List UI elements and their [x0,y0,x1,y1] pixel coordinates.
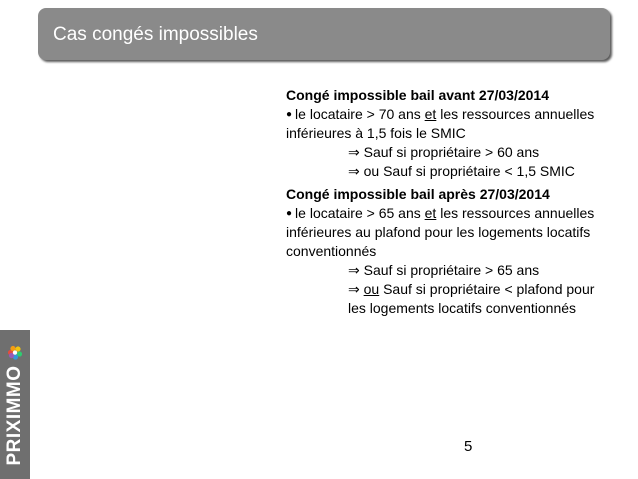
slide-title-bar [38,8,610,60]
section-heading: Congé impossible bail après 27/03/2014 [286,186,550,202]
underlined-word: et [424,106,437,122]
arrow-icon: ⇒ [348,144,360,160]
arrow-icon: ⇒ [348,281,360,297]
arrow-icon: ⇒ [348,262,360,278]
slide-body [286,86,606,318]
bullet-dot: ● [286,109,293,120]
slide-title: Cas congés impossibles [53,24,258,45]
sub-item-text: ou Sauf si propriétaire < 1,5 SMIC [359,163,575,179]
bullet-text: le locataire > 70 ans [295,106,425,122]
arrow-icon: ⇒ [348,163,360,179]
logo-text: PRIXIMMO [4,365,25,466]
sub-item [286,143,606,162]
bullet-text: les ressources annuelles inférieures au plafond pour les logements locatifs conventionnés [286,205,595,259]
page-number: 5 [464,438,473,455]
underlined-word: ou [363,281,380,297]
underlined-word: et [424,205,437,221]
bullet-dot: ● [286,208,293,219]
flower-icon [7,344,23,360]
sub-item [286,162,606,181]
sub-item-text: Sauf si propriétaire < plafond pour les logements locatifs conventionnés [348,281,595,316]
bullet-text: le locataire > 65 ans [295,205,425,221]
bullet-paragraph [286,105,606,143]
sub-item [286,261,606,280]
section-heading: Congé impossible bail avant 27/03/2014 [286,87,549,103]
bullet-text: les ressources annuelles inférieures à 1,5 fois le SMIC [286,106,595,141]
priximmo-logo [4,344,26,465]
sub-item-text: Sauf si propriétaire > 60 ans [359,144,540,160]
sub-item [286,280,606,318]
sub-item-text: Sauf si propriétaire > 65 ans [359,262,540,278]
bullet-paragraph [286,204,606,261]
